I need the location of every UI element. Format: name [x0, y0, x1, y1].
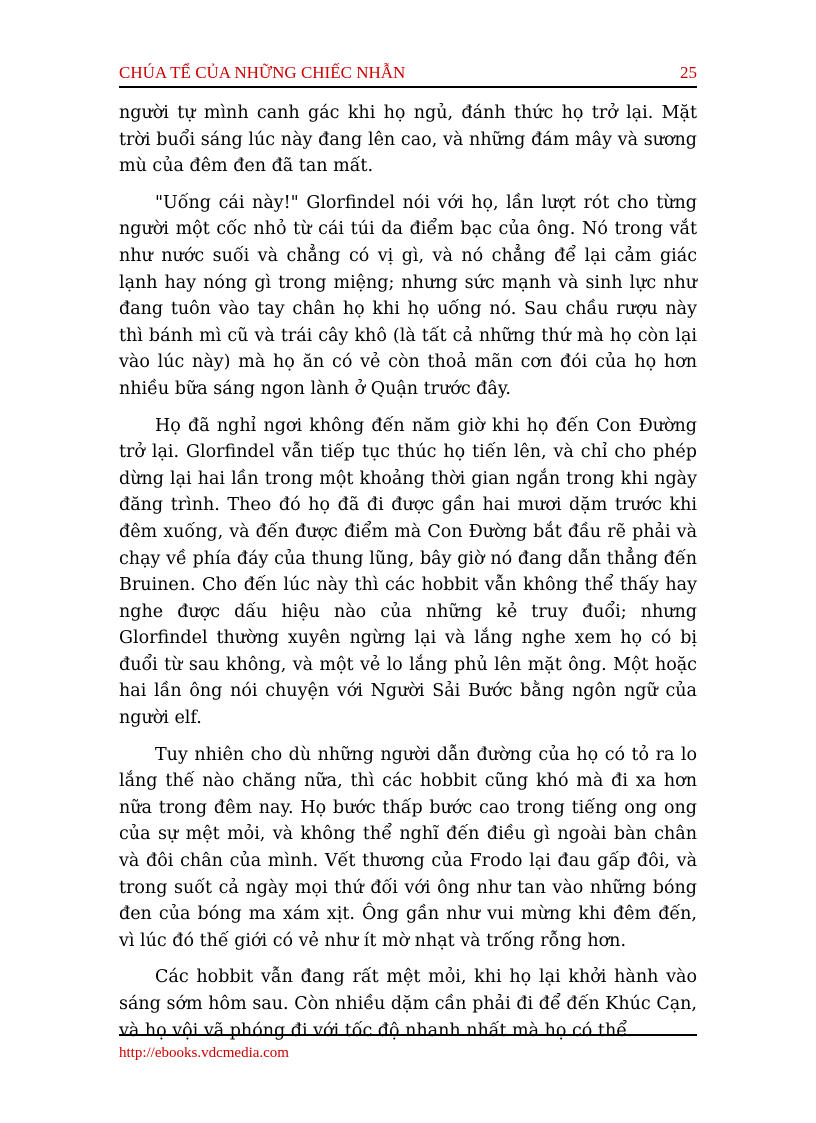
page-header [119, 64, 697, 88]
page-number: 25 [680, 63, 697, 82]
paragraph: "Uống cái này!" Glorfindel nói với họ, lần lượt rót cho từng người một cốc nhỏ từ cái túi da điểm bạc của ông. Nó trong vắt như nước suối và chẳng có vị gì, và nó chẳng để lại cảm giác lạnh hay nóng gì trong miệng; nhưng sức mạnh và sinh lực như đang tuôn vào tay chân họ khi họ uống nó. Sau chầu rượu này thì bánh mì cũ và trái cây khô (là tất cả những thứ mà họ còn lại vào lúc này) mà họ ăn có vẻ còn thoả mãn cơn đói của họ hơn nhiều bữa sáng ngon lành ở Quận trước đây. [119, 192, 697, 399]
paragraph: Tuy nhiên cho dù những người dẫn đường của họ có tỏ ra lo lắng thế nào chăng nữa, thì các hobbit cũng khó mà đi xa hơn nữa trong đêm nay. Họ bước thấp bước cao trong tiếng ong ong của sự mệt mỏi, và không thể nghĩ đến điều gì ngoài bàn chân và đôi chân của mình. Vết thương của Frodo lại đau gấp đôi, và trong suốt cả ngày mọi thứ đối với ông như tan vào những bóng đen của bóng ma xám xịt. Ông gần như vui mừng khi đêm đến, vì lúc đó thế giới có vẻ như ít mờ nhạt và trống rỗng hơn. [119, 744, 697, 951]
paragraph: Các hobbit vẫn đang rất mệt mỏi, khi họ lại khởi hành vào sáng sớm hôm sau. Còn nhiều dặm cần phải đi để đến Khúc Cạn, và họ vội vã phóng đi với tốc độ nhanh nhất mà họ có thể. [119, 967, 697, 1041]
paragraph: người tự mình canh gác khi họ ngủ, đánh thức họ trở lại. Mặt trời buổi sáng lúc này đang lên cao, và những đám mây và sương mù của đêm đen đã tan mất. [119, 103, 697, 177]
page-footer [119, 1034, 697, 1061]
page-body [119, 100, 697, 1054]
footer-link[interactable]: http://ebooks.vdcmedia.com [119, 1045, 289, 1061]
paragraph: Họ đã nghỉ ngơi không đến năm giờ khi họ đến Con Đường trở lại. Glorfindel vẫn tiếp tục thúc họ tiến lên, và chỉ cho phép dừng lại hai lần trong một khoảng thời gian ngắn trong khi ngày đăng trình. Theo đó họ đã đi được gần hai mươi dặm trước khi đêm xuống, và đến được điểm mà Con Đường bắt đầu rẽ phải và chạy về phía đáy của thung lũng, bây giờ nó đang dẫn thẳng đến Bruinen. Cho đến lúc này thì các hobbit vẫn không thể thấy hay nghe được dấu hiệu nào của những kẻ truy đuổi; nhưng Glorfindel thường xuyên ngừng lại và lắng nghe xem họ có bị đuổi từ sau không, và một vẻ lo lắng phủ lên mặt ông. Một hoặc hai lần ông nói chuyện với Người Sải Bước bằng ngôn ngữ của người elf. [119, 415, 697, 729]
book-title: CHÚA TỂ CỦA NHỮNG CHIẾC NHẪN [119, 63, 406, 82]
